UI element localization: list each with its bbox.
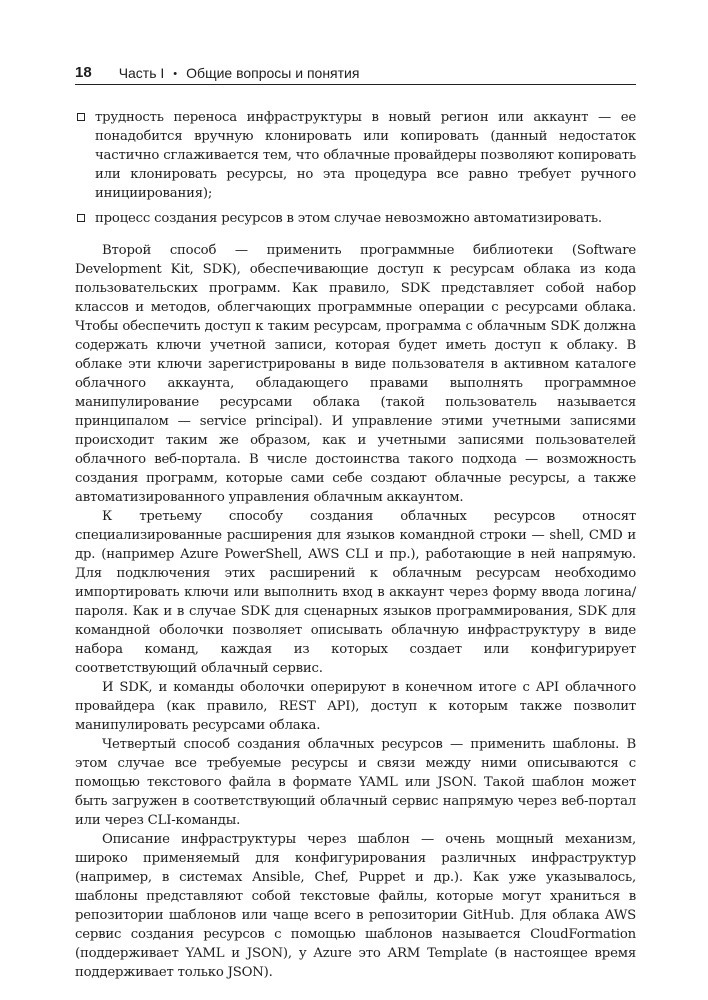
paragraph: И SDK, и команды оболочки оперируют в конечном итоге с API облачного провайдера (как правило, REST API), доступ к которым также позволит манипулировать ресурсами облака. xyxy=(75,680,636,733)
checkbox-square-icon xyxy=(77,214,85,222)
body-text xyxy=(75,108,636,982)
checkbox-square-icon xyxy=(77,113,85,121)
list-item-text: процесс создания ресурсов в этом случае невозможно автоматизировать. xyxy=(95,211,602,226)
book-page xyxy=(75,0,636,1000)
list-item xyxy=(75,209,636,228)
page-number: 18 xyxy=(75,64,92,81)
header-separator: • xyxy=(173,68,178,80)
paragraph: Второй способ — применить программные библиотеки (Software Development Kit, SDK), обеспечивающие доступ к ресурсам облака из кода пользовательских программ. Как правило, SDK представляет собой набор классов и методов, облегчающих программные операции с ресурсами облака. Чтобы обеспечить доступ к таким ресурсам, программа с облачным SDK должна содержать ключи учетной записи, которая будет иметь доступ к облаку. В облаке эти ключи зарегистрированы в виде пользователя в активном каталоге облачного аккаунта, обладающего правами выполнять программное манипулирование ресурсами облака (такой пользователь называется принципалом — service principal). И управление этими учетными записями происходит таким же образом, как и учетными записями пользователей облачного веб-портала. В числе достоинства такого подхода — возможность создания программ, которые сами себе создают облачные ресурсы, а также автоматизированного управления облачным аккаунтом. xyxy=(75,243,636,505)
list-item-text: трудность переноса инфраструктуры в новый регион или аккаунт — ее понадобится вручную клонировать или копировать (данный недостаток частично сглаживается тем, что облачные провайдеры позволяют копировать или клонировать ресурсы, но эта процедура все равно требует ручного инициирования); xyxy=(95,110,637,201)
running-header xyxy=(75,63,636,85)
bullet-list xyxy=(75,108,636,228)
part-label: Часть I xyxy=(118,65,165,81)
paragraph: К третьему способу создания облачных ресурсов относят специализированные расширения для языков командной строки — shell, CMD и др. (например Azure PowerShell, AWS CLI и пр.), работающие в ней напрямую. Для подключения этих расширений к облачным ресурсам необходимо импортировать ключи или выполнить вход в аккаунт через форму ввода логина/пароля. Как и в случае SDK для сценарных языков программирования, SDK для командной оболочки позволяет описывать облачную инфраструктуру в виде набора команд, каждая из которых создает или конфигурирует соответствующий облачный сервис. xyxy=(75,509,636,676)
chapter-title: Общие вопросы и понятия xyxy=(186,65,360,81)
paragraph: Описание инфраструктуры через шаблон — очень мощный механизм, широко применяемый для конфигурирования различных инфраструктур (например, в системах Ansible, Chef, Puppet и др.). Как уже указывалось, шаблоны представляют собой текстовые файлы, которые могут храниться в репозитории шаблонов или чаще всего в репозитории GitHub. Для облака AWS сервис создания ресурсов с помощью шаблонов называется CloudFormation (поддерживает YAML и JSON), у Azure это ARM Template (в настоящее время поддерживает только JSON). xyxy=(75,832,636,980)
list-item xyxy=(75,108,636,203)
paragraph: Четвертый способ создания облачных ресурсов — применить шаблоны. В этом случае все требуемые ресурсы и связи между ними описываются с помощью текстового файла в формате YAML или JSON. Такой шаблон может быть загружен в соответствующий облачный сервис напрямую через веб-портал или через CLI-команды. xyxy=(75,737,636,828)
